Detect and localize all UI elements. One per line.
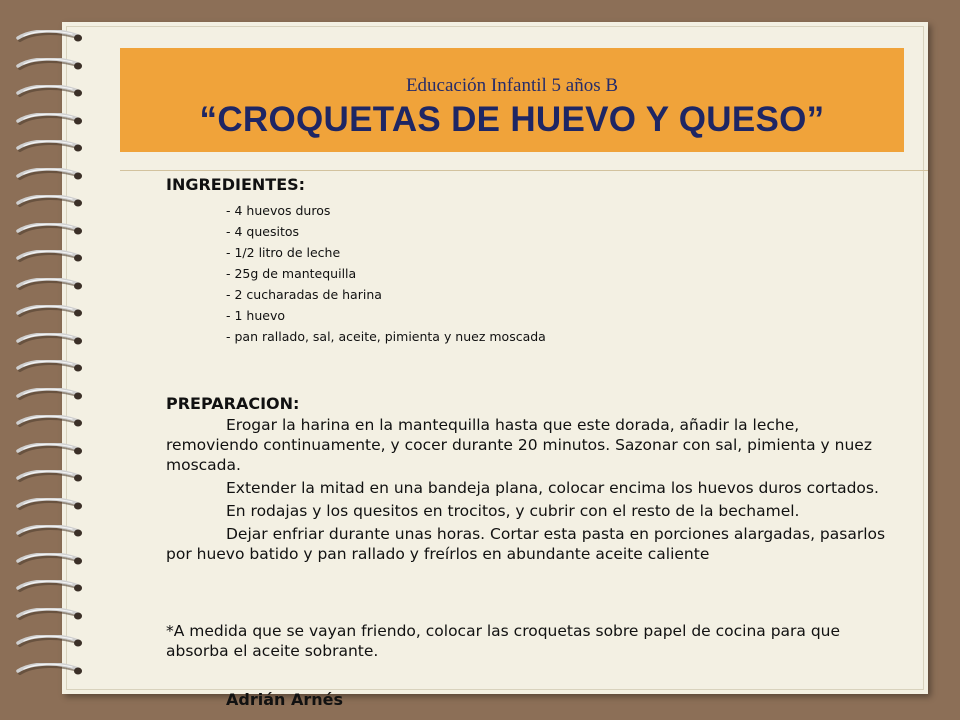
ingredients-list <box>226 200 546 347</box>
spiral-ring <box>14 525 84 541</box>
spiral-ring <box>14 140 84 156</box>
ingredient-item: - 4 quesitos <box>226 224 300 239</box>
spiral-ring <box>14 580 84 596</box>
spiral-ring <box>14 58 84 74</box>
spiral-ring <box>14 553 84 569</box>
spiral-ring <box>14 608 84 624</box>
ingredient-item: - 1/2 litro de leche <box>226 245 341 260</box>
author-name: Adrián Arnés <box>226 690 344 709</box>
spiral-ring <box>14 635 84 651</box>
spiral-ring <box>14 168 84 184</box>
ingredient-item: - 1 huevo <box>226 308 285 323</box>
cooking-note: *A medida que se vayan friendo, colocar las croquetas sobre papel de cocina para que absorba el aceite sobrante. <box>166 622 841 660</box>
ingredient-item: - 2 cucharadas de harina <box>226 287 382 302</box>
spiral-ring <box>14 333 84 349</box>
spiral-ring <box>14 415 84 431</box>
spiral-ring <box>14 30 84 46</box>
spiral-binding <box>14 30 84 700</box>
class-subtitle: Educación Infantil 5 años B <box>405 75 619 96</box>
spiral-ring <box>14 85 84 101</box>
ingredient-item: - pan rallado, sal, aceite, pimienta y nuez moscada <box>226 329 546 344</box>
spiral-ring <box>14 663 84 679</box>
ingredient-item: - 25g de mantequilla <box>226 266 357 281</box>
recipe-title: “CROQUETAS DE HUEVO Y QUESO” <box>199 100 825 139</box>
spiral-ring <box>14 278 84 294</box>
title-banner <box>120 48 904 152</box>
ingredient-item: - 4 huevos duros <box>226 203 331 218</box>
spiral-ring <box>14 250 84 266</box>
preparation-steps <box>166 415 896 567</box>
spiral-ring <box>14 113 84 129</box>
spiral-ring <box>14 195 84 211</box>
spiral-ring <box>14 360 84 376</box>
preparation-paragraph: En rodajas y los quesitos en trocitos, y cubrir con el resto de la bechamel. <box>226 502 800 520</box>
header-divider <box>120 170 928 171</box>
ingredients-heading: INGREDIENTES: <box>166 175 306 194</box>
notebook-page <box>62 22 928 709</box>
spiral-ring <box>14 470 84 486</box>
preparation-paragraph: Erogar la harina en la mantequilla hasta que este dorada, añadir la leche, removiendo continuamente, y cocer durante 20 minutos. Sazonar con sal, pimienta y nuez moscada. <box>166 416 872 474</box>
spiral-ring <box>14 498 84 514</box>
spiral-ring <box>14 305 84 321</box>
preparation-paragraph: Extender la mitad en una bandeja plana, colocar encima los huevos duros cortados. <box>226 479 879 497</box>
preparation-paragraph: Dejar enfriar durante unas horas. Cortar esta pasta en porciones alargadas, pasarlos por huevo batido y pan rallado y freírlos en abundante aceite caliente <box>166 525 886 563</box>
spiral-ring <box>14 223 84 239</box>
spiral-ring <box>14 388 84 404</box>
preparation-heading: PREPARACION: <box>166 394 300 413</box>
spiral-ring <box>14 443 84 459</box>
